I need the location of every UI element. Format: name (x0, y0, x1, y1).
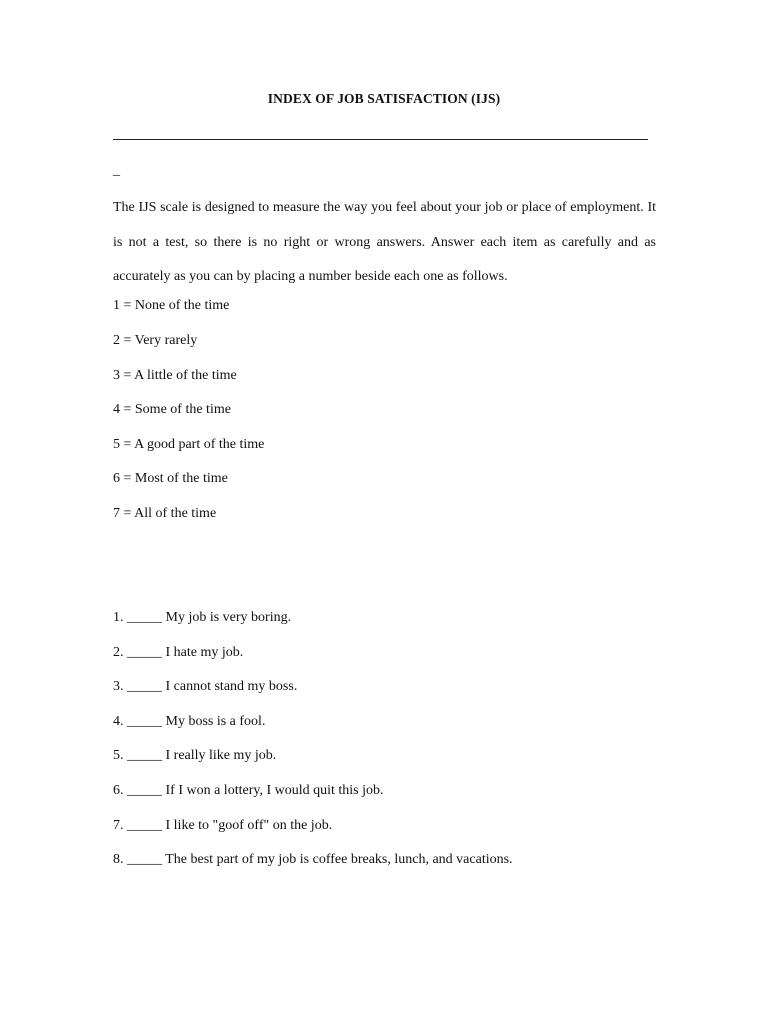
scale-option-1: 1 = None of the time (113, 298, 230, 313)
questionnaire-item-8: 8. _____ The best part of my job is coffee breaks, lunch, and vacations. (113, 852, 513, 867)
scale-option-3: 3 = A little of the time (113, 368, 237, 383)
scale-option-7: 7 = All of the time (113, 506, 217, 521)
questionnaire-item-4: 4. _____ My boss is a fool. (113, 714, 266, 729)
questionnaire-item-5: 5. _____ I really like my job. (113, 748, 277, 763)
rule-tail: _ (113, 163, 120, 178)
questionnaire-item-7: 7. _____ I like to "goof off" on the job. (113, 818, 333, 833)
horizontal-rule (113, 139, 648, 140)
scale-option-5: 5 = A good part of the time (113, 437, 265, 452)
instructions-paragraph: The IJS scale is designed to measure the way you feel about your job or place of employment. It is not a test, so there is no right or wrong answers. Answer each item as carefully and as accurately as you can by placing a number beside each one as follows. (113, 200, 656, 284)
questionnaire-item-3: 3. _____ I cannot stand my boss. (113, 679, 298, 694)
document-title: INDEX OF JOB SATISFACTION (IJS) (267, 91, 501, 106)
scale-option-2: 2 = Very rarely (113, 333, 198, 348)
scale-option-6: 6 = Most of the time (113, 471, 228, 486)
questionnaire-item-6: 6. _____ If I won a lottery, I would quit this job. (113, 783, 384, 798)
questionnaire-item-2: 2. _____ I hate my job. (113, 645, 244, 660)
questionnaire-item-1: 1. _____ My job is very boring. (113, 610, 292, 625)
scale-option-4: 4 = Some of the time (113, 402, 231, 417)
